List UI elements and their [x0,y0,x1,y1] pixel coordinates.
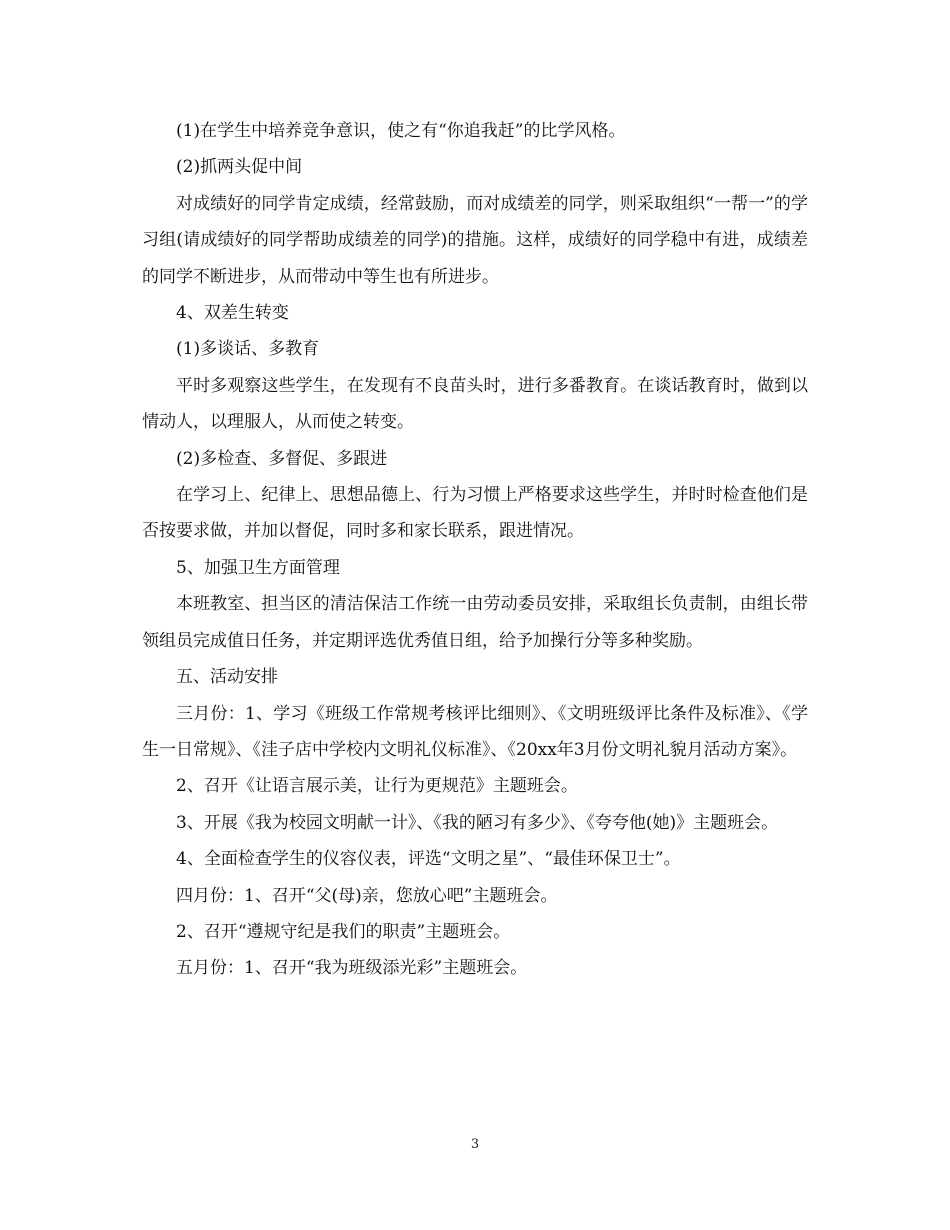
paragraph-6: 平时多观察这些学生，在发现有不良苗头时，进行多番教育。在谈话教育时，做到以情动人，以理服人，从而使之转变。 [142,375,808,433]
paragraph-3: 对成绩好的同学肯定成绩，经常鼓励，而对成绩差的同学，则采取组织“一帮一”的学习组(请成绩好的同学帮助成绩差的同学)的措施。这样，成绩好的同学稳中有进，成绩差的同学不断进步，从而带动中等生也有所进步。 [142,193,808,287]
paragraph-4: 4、双差生转变 [176,303,289,324]
page-number: 3 [470,1137,480,1152]
paragraph-13: 2、召开《让语言展示美，让行为更规范》主题班会。 [176,776,578,797]
paragraph-11: 五、活动安排 [176,667,278,688]
paragraph-1: (1)在学生中培养竞争意识，使之有“你追我赶”的比学风格。 [176,121,626,141]
paragraph-12: 三月份：1、学习《班级工作常规考核评比细则》、《文明班级评比条件及标准》、《学生一日常规》、《洼子店中学校内文明礼仪标准》、《20xx年3月份文明礼貌月活动方案》。 [142,703,808,760]
paragraph-16: 四月份：1、召开“父(母)亲，您放心吧”主题班会。 [176,885,558,906]
paragraph-8: 在学习上、纪律上、思想品德上、行为习惯上严格要求这些学生，并时时检查他们是否按要求做，并加以督促，同时多和家长联系，跟进情况。 [142,485,808,542]
paragraph-17: 2、召开“遵规守纪是我们的职责”主题班会。 [176,921,511,942]
paragraph-14: 3、开展《我为校园文明献一计》、《我的陋习有多少》、《夸夸他(她)》主题班会。 [176,812,779,833]
paragraph-5: (1)多谈话、多教育 [176,339,320,360]
paragraph-7: (2)多检查、多督促、多跟进 [176,448,388,469]
paragraph-15: 4、全面检查学生的仪容仪表，评选“文明之星”、“最佳环保卫士”。 [176,849,681,870]
paragraph-9: 5、加强卫生方面管理 [176,557,340,578]
paragraph-18: 五月份：1、召开“我为班级添光彩”主题班会。 [176,958,528,979]
paragraph-2: (2)抓两头促中间 [176,157,303,178]
paragraph-10: 本班教室、担当区的清洁保洁工作统一由劳动委员安排，采取组长负责制，由组长带领组员完成值日任务，并定期评选优秀值日组，给予加操行分等多种奖励。 [142,594,808,651]
document-body [142,113,808,987]
